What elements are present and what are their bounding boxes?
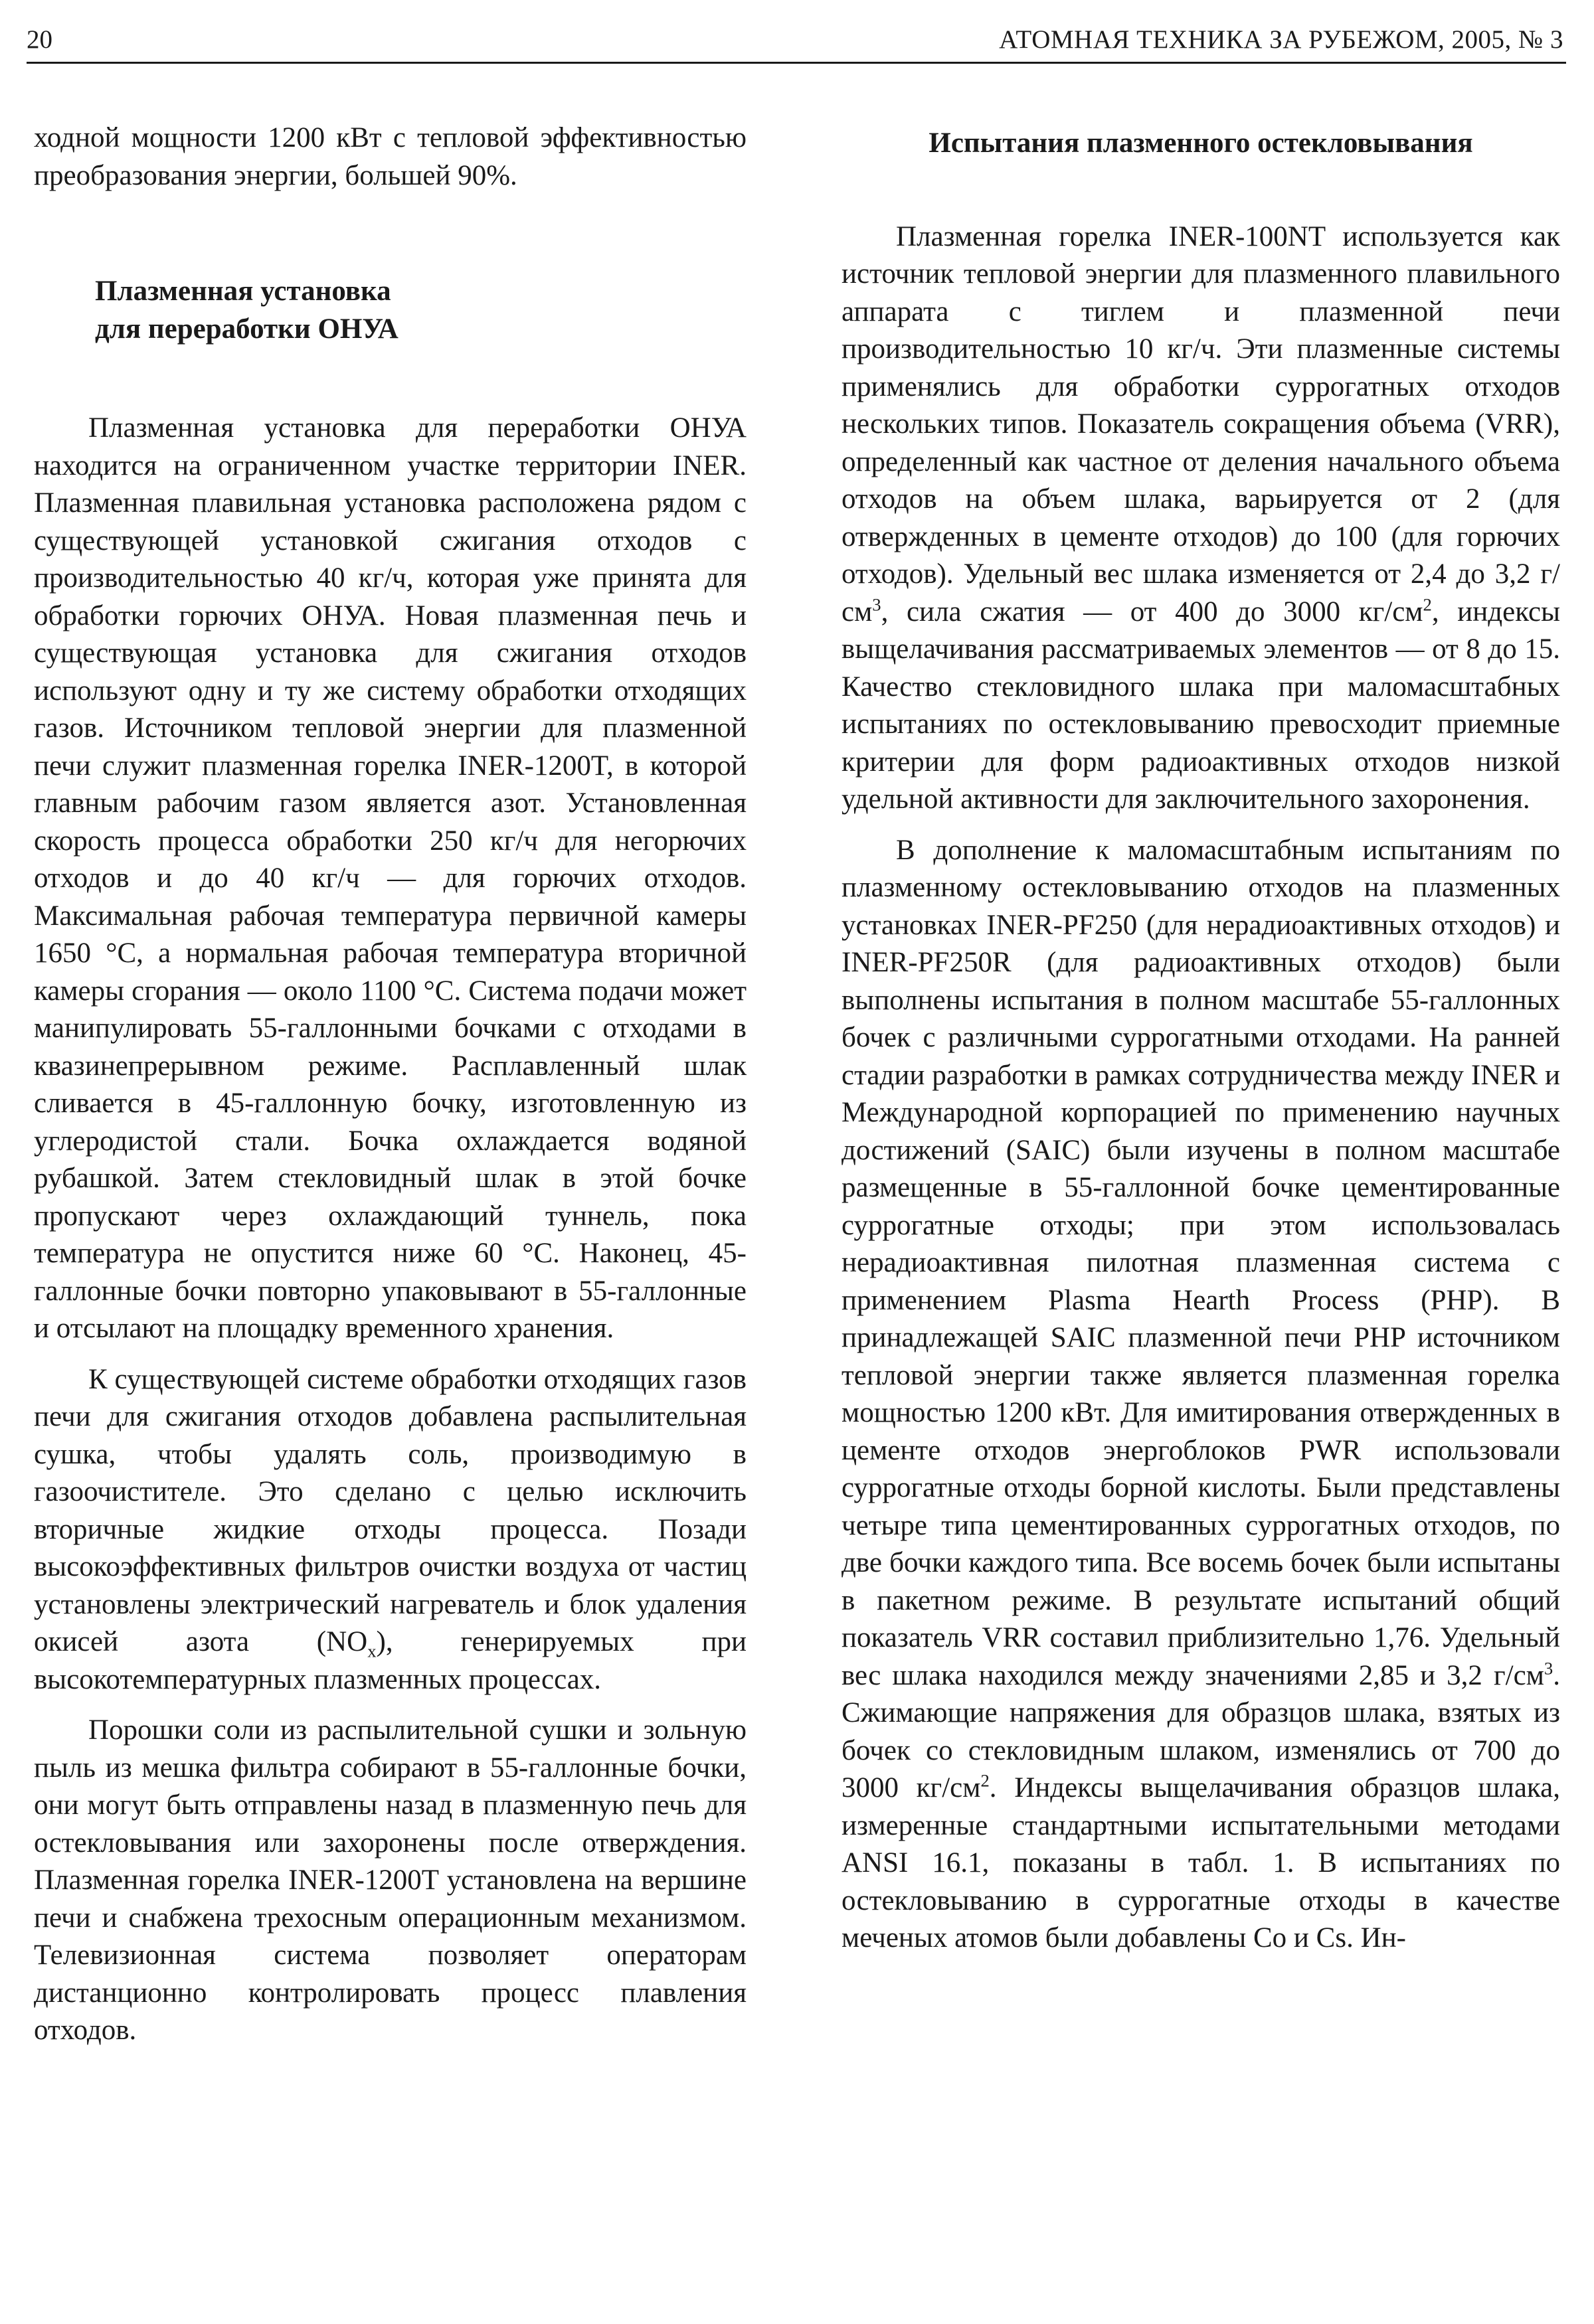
superscript: 2 — [1423, 594, 1432, 615]
paragraph-offgas-system — [34, 1361, 747, 1699]
section-heading-vitrification-tests: Испытания плазменного остекловывания — [929, 127, 1473, 159]
superscript: 3 — [872, 594, 881, 615]
running-header: АТОМНАЯ ТЕХНИКА ЗА РУБЕЖОМ, 2005, № 3 — [999, 25, 1563, 54]
text-segment: ), генерируемых при высокотемпературных плазменных процессах. — [34, 1626, 747, 1695]
superscript: 2 — [980, 1770, 990, 1791]
right-column — [841, 120, 1560, 1957]
text-segment: В дополнение к маломасштабным испытаниям по плазменному остекловыванию отходов на плазменных установках INER-PF250 (для нерадиоактивных отходов) и INER-PF250R (для радиоактивных отходов) были выполнены испытания в полном масштабе 55-галлонных бочек с различными суррогатными отходами. На ранней стадии разработки в рамках сотрудничества между INER и Международной корпорацией по применению научных достижений (SAIC) были изучены в полном масштабе размещенные в 55-галлонной бочке цементированные суррогатные отходы; при этом использовалась нерадиоактивная пилотная плазменная система с применением Plasma Hearth Process (PHP). В принадлежащей SAIC плазменной печи PHP источником тепловой энергии также является плазменная горелка мощностью 1200 кВт. Для имитирования отвержденных в цементе отходов энергоблоков PWR использовали суррогатные отходы борной кислоты. Были представлены четыре типа цементированных суррогатных отходов, по две бочки каждого типа. Все восемь бочек были испытаны в пакетном режиме. В результате испытаний общий показатель VRR составил приблизительно 1,76. Удельный вес шлака находился между значениями 2,85 и 3,2 г/см — [841, 834, 1560, 1691]
section-heading-plasma-facility — [95, 273, 747, 348]
text-segment: , сила сжатия — от 400 до 3000 кг/см — [881, 596, 1423, 627]
text-segment: . Индексы выщелачивания образцов шлака, измеренные стандартными испытательными методами ANSI 16.1, показаны в табл. 1. В испытаниях по остекловыванию в суррогатные отходы в качестве меченых атомов были добавлены Co и Cs. Ин- — [841, 1772, 1560, 1953]
paragraph-salt-powders: Порошки соли из распылительной сушки и зольную пыль из мешка фильтра собирают в 55-галлонные бочки, они могут быть отправлены назад в плазменную печь для остекловывания или захоронены после отверждения. Плазменная горелка INER-1200T установлена на вершине печи и снабжена трехосным операционным механизмом. Телевизионная система позволяет операторам дистанционно контролировать процесс плавления отходов. — [34, 1714, 747, 2046]
left-column — [34, 120, 747, 2050]
text-segment: Плазменная горелка INER-100NT используется как источник тепловой энергии для плазменного плавильного аппарата с тиглем и плазменной печи производительностью 10 кг/ч. Эти плазменные системы применялись для обработки суррогатных отходов нескольких типов. Показатель сокращения объема (VRR), определенный как частное от деления начального объема отходов на объем шлака, варьируется от 2 (для отвержденных в цементе отходов) до 100 (для горючих отходов). Удельный вес шлака изменяется от 2,4 до 3,2 г/см — [841, 220, 1560, 627]
paragraph-facility-description: Плазменная установка для переработки ОНУА находится на ограниченном участке территории INER. Плазменная плавильная установка расположена рядом с существующей установкой сжигания отходов с производительностью 40 кг/ч, которая уже принята для обработки горючих ОНУА. Новая плазменная печь и существующая установка для сжигания отходов используют одну и ту же систему обработки отходящих газов. Источником тепловой энергии для плазменной печи служит плазменная горелка INER-1200T, в которой главным рабочим газом является азот. Установленная скорость процесса обработки 250 кг/ч для негорючих отходов и до 40 кг/ч — для горючих отходов. Максимальная рабочая температура первичной камеры 1650 °C, а нормальная рабочая температура вторичной камеры сгорания — около 1100 °C. Система подачи может манипулировать 55-галлонными бочками с отходами в квазинепрерывном режиме. Расплавленный шлак сливается в 45-галлонную бочку, изготовленную из углеродистой стали. Бочка охлаждается водяной рубашкой. Затем стекловидный шлак в этой бочке пропускают через охлаждающий туннель, пока температура не опустится ниже 60 °C. Наконец, 45-галлонные бочки повторно упаковывают в 55-галлонные и отсылают на площадку временного хранения. — [34, 412, 747, 1344]
subscript: x — [367, 1641, 377, 1661]
heading-line-2: для переработки ОНУА — [95, 313, 398, 345]
heading-line-1: Плазменная установка — [95, 276, 391, 307]
text-segment: . Сжимающие напряжения для образцов шлака, взятых из бочек со стекловидным шлаком, изменялись от 700 до 3000 кг/см — [841, 1659, 1560, 1803]
paragraph-torch-tests — [841, 218, 1560, 819]
text-segment: , индексы выщелачивания рассматриваемых элементов — от 8 до 15. Качество стекловидного шлака при маломасштабных испытаниях по остекловыванию превосходит приемные критерии для форм радиоактивных отходов низкой удельной активности для заключительного захоронения. — [841, 596, 1560, 815]
text-segment: К существующей системе обработки отходящих газов печи для сжигания отходов добавлена распылительная сушка, чтобы удалять соль, производимую в газоочистителе. Это сделано с целью исключить вторичные жидкие отходы процесса. Позади высокоэффективных фильтров очистки воздуха от частиц установлены электрический нагреватель и блок удаления окисей азота (NO — [34, 1363, 747, 1657]
superscript: 3 — [1544, 1658, 1553, 1679]
continued-paragraph: ходной мощности 1200 кВт с тепловой эффективностью преобразования энергии, большей 90%. — [34, 122, 747, 191]
paragraph-full-scale-tests — [841, 832, 1560, 1957]
page-number: 20 — [27, 25, 52, 54]
header-divider — [27, 62, 1566, 64]
